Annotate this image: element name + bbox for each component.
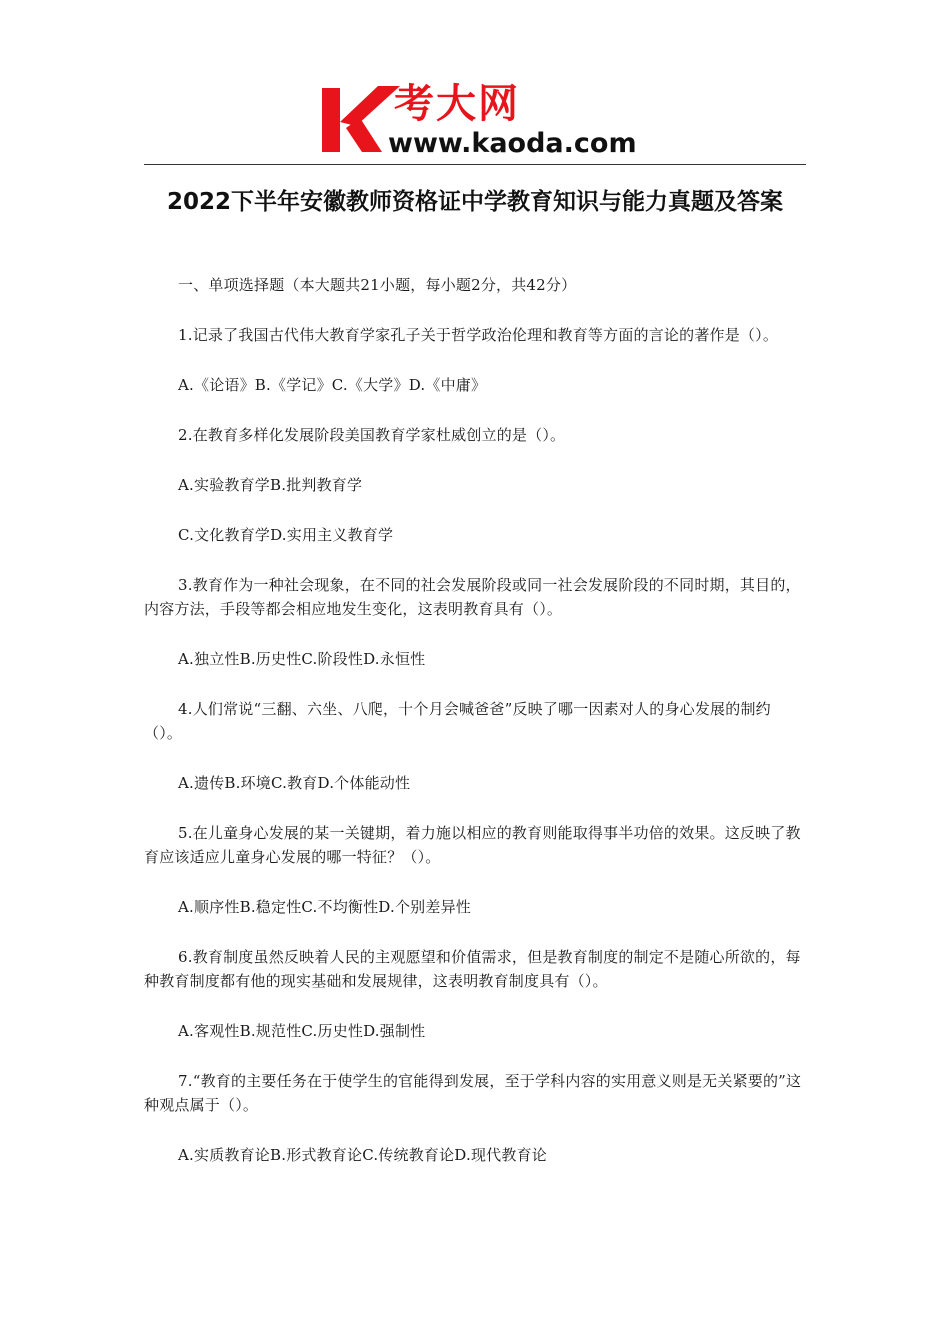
logo-url-text: www.kaoda.com	[388, 128, 637, 159]
question-stem: 3.教育作为一种社会现象，在不同的社会发展阶段或同一社会发展阶段的不同时期，其目的，内容方法，手段等都会相应地发生变化，这表明教育具有（）。	[144, 576, 801, 618]
logo-chinese-name: 考大网	[394, 81, 520, 127]
document-title: 2022下半年安徽教师资格证中学教育知识与能力真题及答案	[166, 189, 783, 215]
site-logo[interactable]	[316, 80, 646, 158]
section-heading: 一、单项选择题（本大题共21小题，每小题2分，共42分）	[178, 276, 577, 294]
question-stem: 4.人们常说“三翻、六坐、八爬，十个月会喊爸爸”反映了哪一因素对人的身心发展的制约（）。	[144, 700, 771, 742]
question-options: A.实质教育论B.形式教育论C.传统教育论D.现代教育论	[178, 1146, 547, 1164]
question-stem: 7.“教育的主要任务在于使学生的官能得到发展，至于学科内容的实用意义则是无关紧要的”这种观点属于（）。	[144, 1072, 802, 1114]
question-options: A.顺序性B.稳定性C.不均衡性D.个别差异性	[178, 898, 471, 916]
document-body	[144, 273, 806, 1167]
question-options: C.文化教育学D.实用主义教育学	[178, 526, 394, 544]
question-stem: 6.教育制度虽然反映着人民的主观愿望和价值需求，但是教育制度的制定不是随心所欲的，每种教育制度都有他的现实基础和发展规律，这表明教育制度具有（）。	[144, 948, 801, 990]
question-options: A.实验教育学B.批判教育学	[178, 476, 363, 494]
header-divider	[144, 164, 806, 165]
question-options: A.客观性B.规范性C.历史性D.强制性	[178, 1022, 426, 1040]
question-options: A.遗传B.环境C.教育D.个体能动性	[178, 774, 411, 792]
question-options: A.《论语》B.《学记》C.《大学》D.《中庸》	[178, 376, 487, 394]
question-options: A.独立性B.历史性C.阶段性D.永恒性	[178, 650, 426, 668]
question-stem: 1.记录了我国古代伟大教育学家孔子关于哲学政治伦理和教育等方面的言论的著作是（）。	[178, 326, 779, 344]
question-stem: 5.在儿童身心发展的某一关键期，着力施以相应的教育则能取得事半功倍的效果。这反映了教育应该适应儿童身心发展的哪一特征？（）。	[144, 824, 801, 866]
question-stem: 2.在教育多样化发展阶段美国教育学家杜威创立的是（）。	[178, 426, 566, 444]
